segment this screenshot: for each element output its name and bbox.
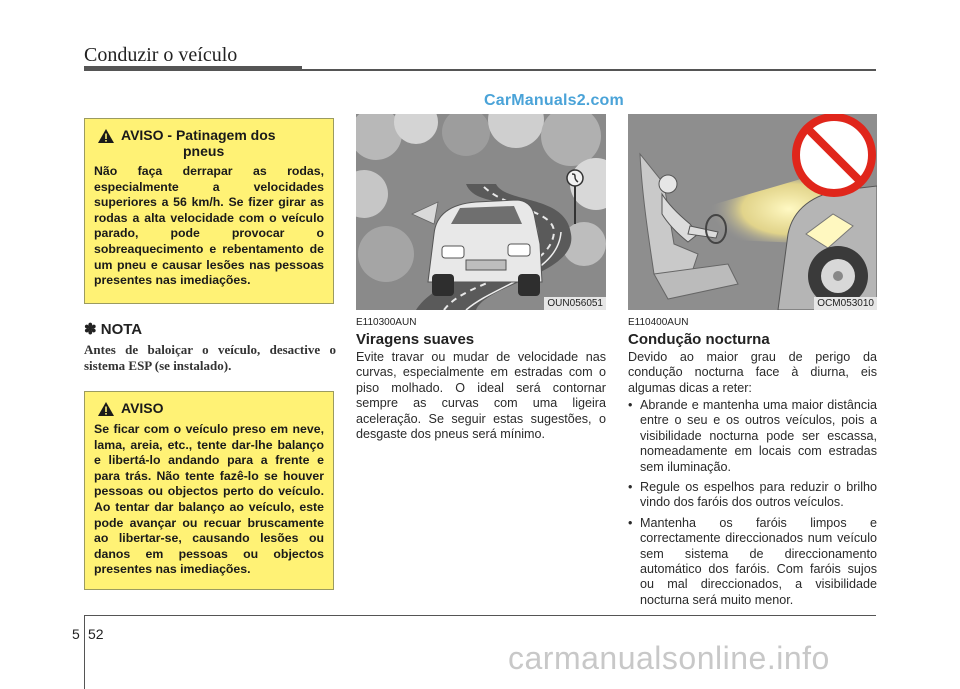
- warning-title: AVISO: [121, 400, 164, 416]
- bullet-icon: •: [628, 515, 633, 530]
- list-item: • Regule os espelhos para reduzir o brilho vindo dos faróis dos outros veículos.: [628, 480, 877, 510]
- warning-text: Não faça derrapar as rodas, especialmente a velocidades superiores a 56 km/h. Se fizer girar as rodas a alta velocidade com o veículo parado, pode provocar o sobreaquecimento e rebentamento de um pneu e causar lesões nas pessoas presentes nas imediações.: [94, 164, 324, 288]
- illustration-curved-road: [356, 114, 606, 310]
- bullet-icon: •: [628, 480, 633, 495]
- section-text: Devido ao maior grau de perigo da condução nocturna face à diurna, eis algumas dicas a reter:: [628, 350, 877, 395]
- section-text: Evite travar ou mudar de velocidade nas curvas, especialmente em estradas com o piso molhado. O ideal será contornar sempre as curvas com uma ligeira aceleração. Se seguir estas sugestões, o desgaste dos pneus será mínimo.: [356, 350, 606, 442]
- image-code-label: OUN056051: [544, 297, 606, 310]
- section-title-night-driving: Condução nocturna: [628, 331, 770, 348]
- page-number: 52: [88, 626, 104, 642]
- header-rule-thin: [302, 69, 876, 71]
- warning-title: AVISO - Patinagem dos pneus: [121, 127, 276, 159]
- watermark-top[interactable]: CarManuals2.com: [484, 92, 624, 109]
- list-item: • Abrande e mantenha uma maior distância entre o seu e os outros veículos, pois a visibilidade nocturna pode ser escassa, nomeadamente em locais com estradas sem iluminação.: [628, 398, 877, 474]
- footer-rule: [84, 615, 876, 616]
- car-on-curve-illustration: [356, 114, 606, 310]
- section-code: E110400AUN: [628, 317, 689, 328]
- warning-triangle-icon: [97, 128, 115, 144]
- header-rule-thick: [84, 66, 302, 71]
- warning-header: [94, 127, 324, 159]
- warning-text: Se ficar com o veículo preso em neve, lama, areia, etc., tente dar-lhe balanço e libertá-lo andando para a frente e para trás. Não tente fazê-lo se houver pessoas ou objectos perto do veículo. Ao tentar dar balanço ao veículo, este pode avançar ou recuar bruscamente ao libertar-se, causando lesões ou danos em pessoas ou objectos presentes nas imediações.: [94, 422, 324, 577]
- warning-triangle-icon: [97, 401, 115, 417]
- warning-box-stuck-vehicle: [84, 391, 334, 590]
- illustration-night-driving: [628, 114, 877, 310]
- page-header-title: Conduzir o veículo: [84, 44, 238, 66]
- watermark-bottom[interactable]: carmanualsonline.info: [508, 640, 830, 676]
- list-item: • Mantenha os faróis limpos e correctamente direccionados num veículo sem sistema de direccionamento automático dos faróis. Com faróis sujos ou mal direccionados, a visibilidade nocturna será muito menor.: [628, 515, 877, 607]
- image-code-label: OCM053010: [814, 297, 877, 310]
- warning-header: [94, 400, 324, 417]
- note-text: Antes de baloiçar o veículo, desactive o sistema ESP (se instalado).: [84, 342, 336, 373]
- night-driving-tips-list: [628, 398, 877, 613]
- bullet-icon: •: [628, 398, 633, 412]
- note-title: ✽ NOTA: [84, 321, 143, 338]
- warning-box-tire-spin: [84, 118, 334, 304]
- section-title-smooth-cornering: Viragens suaves: [356, 331, 475, 348]
- headlight-glare-illustration: [628, 114, 877, 310]
- chapter-number: 5: [72, 626, 80, 642]
- section-code: E110300AUN: [356, 317, 417, 328]
- footer-vertical-rule: [84, 615, 85, 689]
